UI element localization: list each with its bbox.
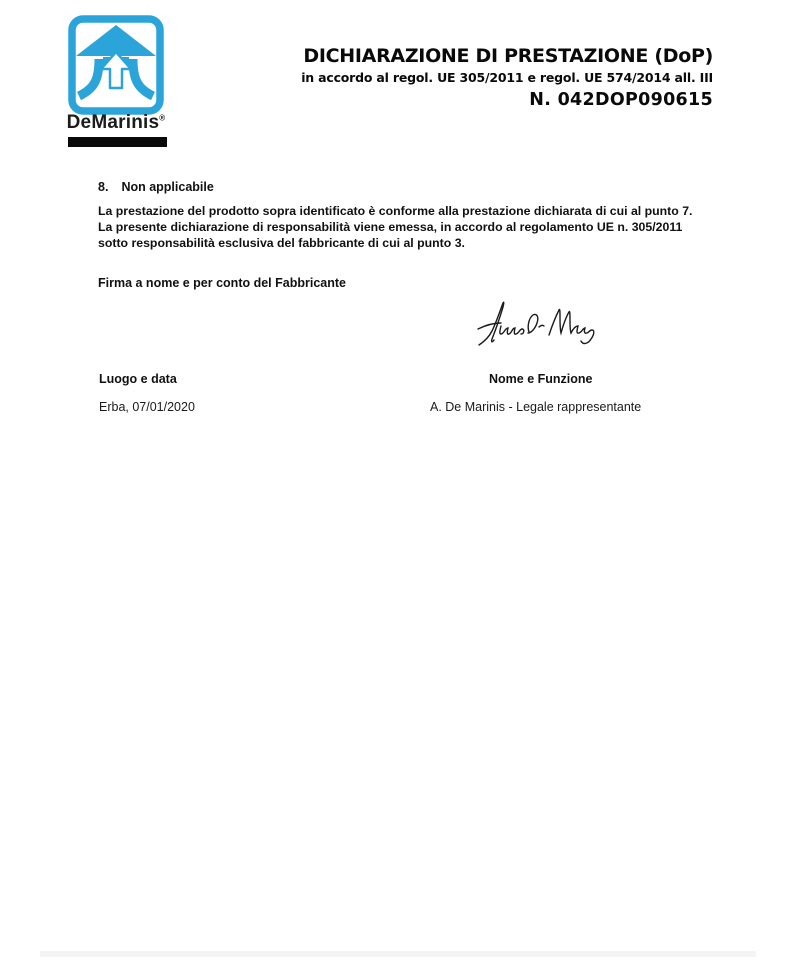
document-title: DICHIARAZIONE DI PRESTAZIONE (DoP) [303, 45, 713, 67]
signature-caption: Firma a nome e per conto del Fabbricante [98, 276, 346, 290]
name-function-label: Nome e Funzione [489, 372, 593, 386]
brand-underline-bar [68, 137, 167, 147]
document-header [288, 45, 713, 110]
point-8-text: Non applicabile [121, 180, 214, 194]
brand-wordmark [64, 112, 168, 134]
document-number: N. 042DOP090615 [529, 90, 713, 110]
declaration-paragraph [98, 203, 692, 252]
document-subtitle: in accordo al regol. UE 305/2011 e regol. UE 574/2014 all. III [301, 70, 713, 85]
registered-trademark-icon: ® [159, 113, 166, 123]
paragraph-line-1: La prestazione del prodotto sopra identificato è conforme alla prestazione dichiarata di cui al punto 7. [98, 204, 693, 218]
paragraph-line-3: sotto responsabilità esclusiva del fabbricante di cui al punto 3. [98, 236, 465, 251]
place-date-label: Luogo e data [99, 372, 177, 386]
handwritten-signature [477, 299, 599, 349]
paragraph-line-2: La presente dichiarazione di responsabilità viene emessa, in accordo al regolamento UE n. 305/2011 [98, 220, 683, 235]
point-8-number: 8. [98, 180, 109, 194]
page-bottom-edge [40, 951, 756, 957]
demarinis-logo-icon [68, 15, 164, 115]
place-date-value: Erba, 07/01/2020 [99, 400, 195, 414]
brand-name: DeMarinis [66, 112, 160, 133]
point-8-line [98, 180, 214, 194]
name-function-value: A. De Marinis - Legale rappresentante [430, 400, 642, 414]
